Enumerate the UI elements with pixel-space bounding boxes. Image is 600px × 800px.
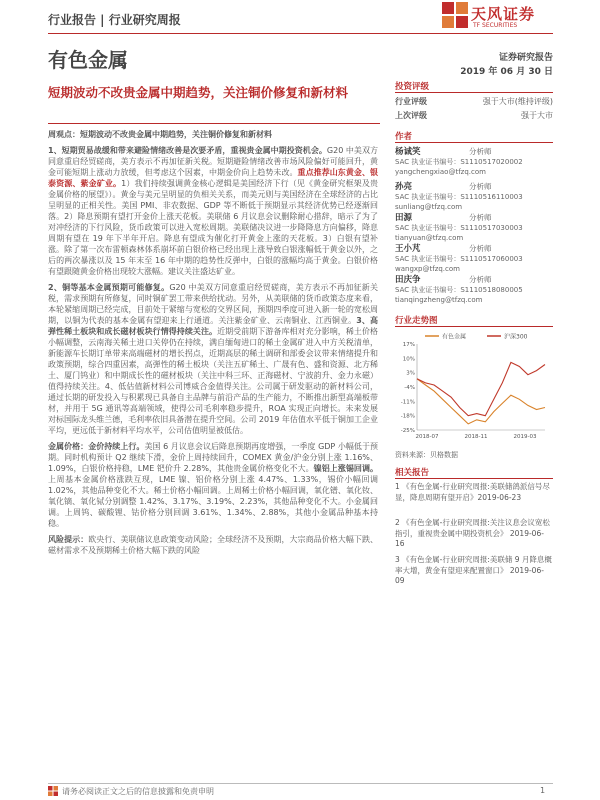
analyst-name: 杨诚笑 xyxy=(395,147,421,157)
chart-source: 资料来源：贝格数据 xyxy=(395,451,458,459)
section-emphasis: 重点推荐山东黄金、银泰资源、紫金矿业。 xyxy=(48,168,378,188)
section-risk xyxy=(48,534,378,556)
header-divider xyxy=(48,33,553,34)
rating-value: 强于大市 xyxy=(521,111,553,120)
analyst-card xyxy=(395,275,553,305)
rating-key: 上次评级 xyxy=(395,111,427,120)
report-category: 证券研究报告 xyxy=(498,53,553,63)
section-text: G20 中美双方同意重启经贸磋商，美方表示不再加征新关税。短期避险情绪改善市场风险偏好可能回升，黄金可能短期上涨动力放缓，但考虑这个因素，中期金价向上趋势未改。 xyxy=(48,146,378,177)
analyst-email[interactable]: sunliang@tfzq.com xyxy=(395,203,463,211)
y-tick-label: -18% xyxy=(400,413,415,420)
analyst-email[interactable]: tianqingzheng@tfzq.com xyxy=(395,296,483,304)
analyst-card xyxy=(395,147,553,177)
section-text: 近期受前期下游备库相对充分影响，稀土价格小幅调整，云南海关稀土进口关停仍在持续，满自缅甸进口的稀土金属矿进入中方关税清单，新能源车长期订单带来高端磁材的增长拐点，近期高层的稀土调研和部委会议带来情绪提升和政策预期，综合四重因素，高弹性的稀土板块（关注五矿稀土、广晟有色、盛和资源、北方稀土、厦门钨业）和中期成长性的磁材板块（关注中科三环、正海磁材、宁波韵升、金力永磁）值得持续关注。4、低估值新材料公司博威合金值得关注。公司属于研发驱动的新材料公司，通过长期的研发投入与积累现已具备自主品牌与前沿产品的生产能力，不断推出新型高端板带材，并用于 5G 通讯等高端领域，使得公司毛利率稳步提升，ROA 实现正向增长。未来发展对标国际龙头维兰德，毛利率依旧具备潜在提升空间。公司 2019 年估值水平低于铜加工企业平均，更远低于新材料平均水平，公司估值明显被低估。 xyxy=(48,327,379,435)
report-date: 2019 年 06 月 30 日 xyxy=(460,67,553,77)
section-text: 上周基本金属价格涨跌互现，LME 镍、铝价格分别上涨 4.47%、1.33%，锡价小幅回调 1.02%，其他品种变化不大。稀土价格小幅回调。上周稀土价格小幅回调，氧化镨、氧化钕、氧化镝、氧化铽分别调整 1.42%、3.17%、3.19%、2.23%，其他品种变化不大。小金属回调。上周钨、碳酸锂、钴价格分别回调 3.61%、1.34%、2.88%，其他小金属品种基本持稳。 xyxy=(48,475,378,528)
footer-logo-icon xyxy=(48,786,58,796)
section-lead: 1、短期贸易战缓和带来避险情绪改善是次要矛盾，重视贵金属中期投资机会。 xyxy=(48,146,327,155)
analyst-card xyxy=(395,213,553,243)
y-tick-label: 17% xyxy=(402,342,415,348)
company-logo xyxy=(442,2,554,32)
page-number: 1 xyxy=(540,786,546,795)
analyst-role: 分析师 xyxy=(469,275,492,284)
analyst-name: 王小芃 xyxy=(395,244,421,254)
trend-heading: 行业走势图 xyxy=(395,316,438,326)
authors-divider xyxy=(395,142,553,143)
analyst-email[interactable]: wangxp@tfzq.com xyxy=(395,265,460,273)
rating-heading: 投资评级 xyxy=(395,82,430,92)
rating-key: 行业评级 xyxy=(395,97,427,106)
authors-heading: 作者 xyxy=(395,132,413,142)
analyst-cert: SAC 执业证书编号：S1110518080005 xyxy=(395,286,523,294)
analyst-cert: SAC 执业证书编号：S1110517060003 xyxy=(395,255,523,263)
viewpoint-label: 周观点： xyxy=(48,130,80,139)
report-body xyxy=(48,129,378,561)
related-report-item[interactable]: 3 《有色金属-行业研究周报:美联储 9 月降息概率大增，黄金有望迎来配置窗口》 2019-06-09 xyxy=(395,555,552,585)
y-tick-label: -11% xyxy=(400,399,415,406)
rating-divider xyxy=(395,92,553,93)
related-heading: 相关报告 xyxy=(395,468,430,478)
legend-label: 沪深300 xyxy=(504,333,528,341)
related-divider xyxy=(395,478,553,479)
report-subtitle: 短期波动不改贵金属中期趋势，关注铜价修复和新材料 xyxy=(48,85,349,100)
analyst-name: 田源 xyxy=(395,213,413,223)
analyst-cert: SAC 执业证书编号：S1110517020002 xyxy=(395,158,523,166)
analyst-card xyxy=(395,182,553,212)
section-emphasis: 3、高弹性稀土板块和成长磁材板块行情得持续关注。 xyxy=(48,316,378,336)
analyst-role: 分析师 xyxy=(469,182,492,191)
report-type: 行业报告 | 行业研究周报 xyxy=(48,13,181,27)
analyst-name: 孙亮 xyxy=(395,182,413,192)
series-line-nonferrous xyxy=(417,379,545,424)
legend-label: 有色金属 xyxy=(442,333,467,341)
analyst-role: 分析师 xyxy=(469,147,492,156)
rating-value: 强于大市(维持评级) xyxy=(482,97,553,106)
footer-disclaimer: 请务必阅读正文之后的信息披露和免责申明 xyxy=(62,787,214,796)
section-emphasis: 镍铝上涨锡回调。 xyxy=(313,464,379,473)
section-lead: 金属价格：金价持续上行。 xyxy=(48,442,145,451)
x-tick-label: 2018-11 xyxy=(464,434,488,440)
y-tick-label: 10% xyxy=(402,356,415,363)
viewpoint xyxy=(48,129,378,140)
section-1 xyxy=(48,145,378,277)
analyst-email[interactable]: tianyuan@tfzq.com xyxy=(395,234,464,242)
y-tick-label: -25% xyxy=(400,428,415,434)
viewpoint-text: 短期波动不改贵金属中期趋势，关注铜价修复和新材料 xyxy=(80,130,272,139)
series-line-hs300 xyxy=(417,362,545,415)
logo-icon xyxy=(442,2,468,28)
footer-divider xyxy=(48,783,553,784)
section-text: 欧央行、美联储议息政策变动风险；全球经济不及预期，大宗商品价格大幅下跌、磁材需求不及预期稀土价格大幅下跌的风险 xyxy=(48,535,378,555)
section-2 xyxy=(48,282,378,436)
y-tick-label: 3% xyxy=(406,370,415,377)
logo-subtext: TF SECURITIES xyxy=(473,22,518,29)
y-tick-label: -4% xyxy=(404,385,415,391)
subtitle-divider xyxy=(48,123,380,124)
section-lead: 2、铜等基本金属预期可能修复。 xyxy=(48,283,170,292)
analyst-cert: SAC 执业证书编号：S1110517030003 xyxy=(395,224,523,232)
related-report-item[interactable]: 1 《有色金属-行业研究周报:美联储鸽派信号尽显，降息周期有望开启》2019-06-23 xyxy=(395,482,550,502)
x-tick-label: 2019-03 xyxy=(513,434,537,440)
trend-divider xyxy=(395,326,553,327)
analyst-role: 分析师 xyxy=(469,213,492,222)
analyst-role: 分析师 xyxy=(469,244,492,253)
section-lead: 风险提示： xyxy=(48,535,89,544)
analyst-cert: SAC 执业证书编号：S1110516110003 xyxy=(395,193,523,201)
logo-text: 天风证券 xyxy=(471,5,536,23)
analyst-email[interactable]: yangchengxiao@tfzq.com xyxy=(395,168,486,176)
related-report-item[interactable]: 2 《有色金属-行业研究周报:关注议息会议宽松指引，重视贵金属中期投资机会》 2019-06-16 xyxy=(395,518,550,548)
x-tick-label: 2018-07 xyxy=(415,434,439,440)
section-text: 美国 6 月议息会议后降息预期再度增强，一季度 GDP 小幅低于预期。同时机构预计 Q2 继续下滑，金价上周持续回升，COMEX 黄金/沪金分别上涨 1.16%、1.09%，白银价格持稳，LME 钯价升 2.28%，其他贵金属价格变化不大。 xyxy=(48,442,378,473)
section-text: 1）我们持续强调黄金核心逻辑是美国经济下行（见《黄金研究框架及贵金属价格的展望》）。黄金与美元呈明显的负相关关系，而美元则与美国经济在全球经济的占比呈明显的正相关性。美国 PMI、非农数据、GDP 等不断低于预期显示其经济优势已经逐渐回落。2）降息预期有望打开金价上涨天花板。美联储 6 月议息会议删除耐心措辞，暗示了为了对冲经济的下行风险，货币政策可以进入宽松周期。美联储决议进一步降降息方向偏移，降息周期有望在 19 年下半年开启。降息有望成为催化打开黄金上涨的天花板。3）白银有望补涨。除了第一次布雷顿森林体系崩坏前白银价格已经出现上涨导致白银涨幅低于黄金以外，之后的两次暴涨以及 15 年末至 16 年中期的趋势性反弹中，白银的涨幅均高于黄金。白银价格有望跟随黄金价格出现较大涨幅。建议关注盛达矿业。 xyxy=(48,179,378,276)
page-title: 有色金属 xyxy=(48,48,128,72)
section-text: G20 中美双方同意重启经贸磋商，美方表示不再加征新关税，需求预期有所修复，同时铜矿罢工带来供给扰动。另外，从美联储的货币政策态度来看，本轮紧缩周期已经完成，目前处于紧缩与宽松的交界区间，预期四季度可进入新一轮的宽松周期，以铜为代表的基本金属有望迎来上行通道。关注紫金矿业、云南铜业、江西铜业。 xyxy=(48,283,378,325)
analyst-name: 田庆争 xyxy=(395,275,421,285)
trend-chart-svg xyxy=(395,330,553,446)
trend-chart xyxy=(395,330,553,446)
analyst-card xyxy=(395,244,553,274)
section-3 xyxy=(48,441,378,529)
